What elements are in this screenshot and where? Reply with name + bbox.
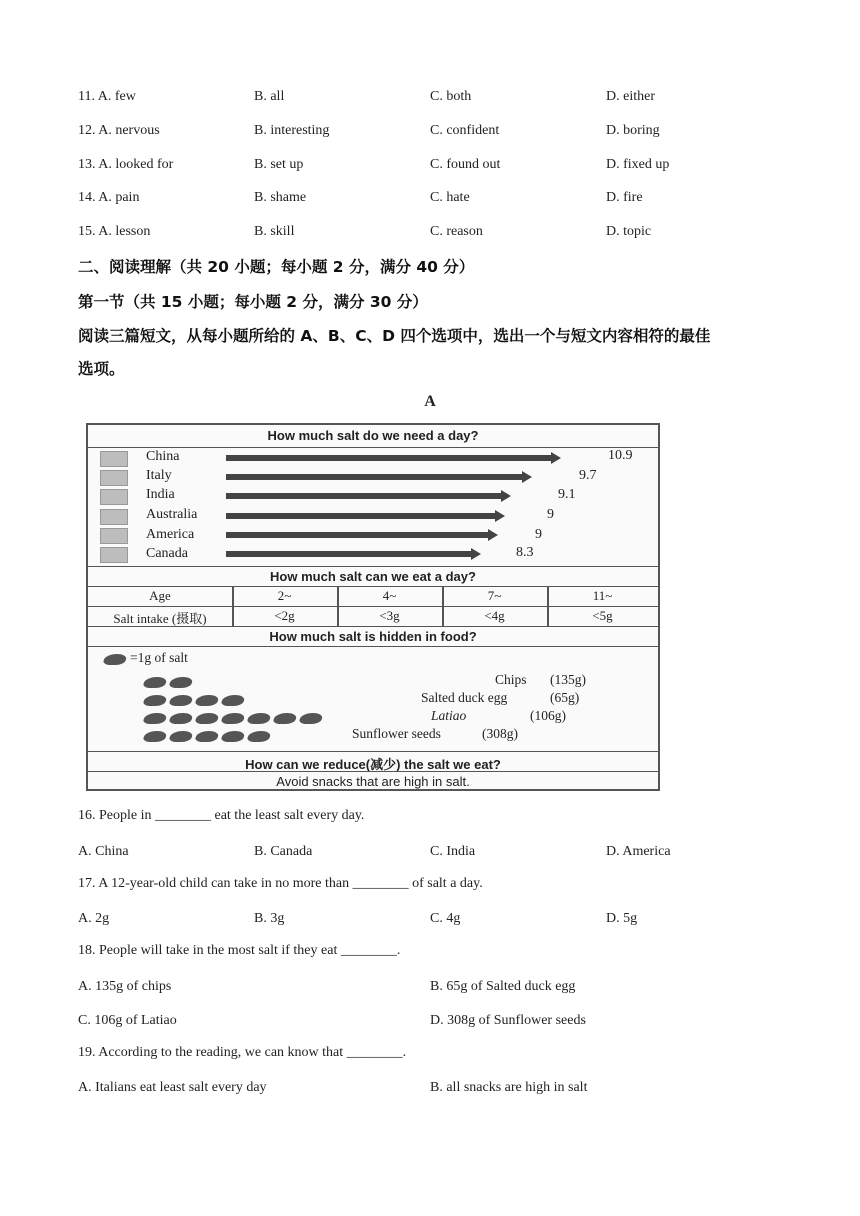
question-19: 19. According to the reading, we can know that ________. — [78, 1045, 407, 1060]
option-c: C. reason — [430, 224, 483, 239]
option-d: D. 308g of Sunflower seeds — [430, 1013, 586, 1028]
option-b: B. 3g — [254, 911, 285, 926]
option-d: D. topic — [606, 224, 652, 239]
salt-infographic — [86, 423, 660, 791]
value-india: 9.1 — [558, 487, 576, 502]
food-amount: (65g) — [550, 690, 580, 705]
age-cell: 11~ — [592, 588, 613, 603]
option-c: C. India — [430, 844, 476, 859]
section-title: 二、阅读理解（共 20 小题；每小题 2 分，满分 40 分） — [78, 258, 475, 276]
option-a: A. Italians eat least salt every day — [78, 1080, 267, 1095]
divider — [88, 425, 658, 772]
food-name: Sunflower seeds — [352, 726, 441, 741]
option-a: 14. A. pain — [78, 190, 140, 205]
value-america: 9 — [535, 527, 542, 542]
age-cell: 2~ — [277, 588, 292, 603]
option-a: A. 2g — [78, 911, 110, 926]
food-amount: (135g) — [550, 672, 586, 687]
option-a: 15. A. lesson — [78, 224, 151, 239]
option-d: D. fixed up — [606, 157, 670, 172]
hidden-title: How much salt is hidden in food? — [269, 629, 477, 644]
option-d: D. either — [606, 89, 655, 104]
country-australia: Australia — [146, 507, 198, 522]
country-china: China — [146, 449, 180, 464]
question-18: 18. People will take in the most salt if they eat ________. — [78, 943, 401, 958]
food-name: Latiao — [431, 708, 467, 723]
country-america: America — [146, 527, 195, 542]
section-instruction-cont: 选项。 — [78, 360, 125, 378]
reduce-tip: Avoid snacks that are high in salt. — [276, 774, 470, 789]
option-a: 11. A. few — [78, 89, 136, 104]
option-b: B. shame — [254, 190, 307, 205]
option-c: C. both — [430, 89, 472, 104]
value-canada: 8.3 — [516, 545, 534, 560]
country-italy: Italy — [146, 468, 172, 483]
option-c: C. found out — [430, 157, 501, 172]
option-b: B. all snacks are high in salt — [430, 1080, 588, 1095]
section-part-title: 第一节（共 15 小题；每小题 2 分，满分 30 分） — [78, 293, 428, 311]
option-a: A. 135g of chips — [78, 979, 172, 994]
food-amount: (308g) — [482, 726, 518, 741]
option-b: B. interesting — [254, 123, 330, 138]
country-india: India — [146, 487, 175, 502]
country-canada: Canada — [146, 546, 188, 561]
option-c: C. 106g of Latiao — [78, 1013, 177, 1028]
food-name: Chips — [495, 672, 527, 687]
value-china: 10.9 — [608, 448, 633, 463]
question-16: 16. People in ________ eat the least salt every day. — [78, 808, 365, 823]
option-d: D. boring — [606, 123, 660, 138]
reduce-title: How can we reduce(减少) the salt we eat? — [245, 757, 501, 772]
option-d: D. 5g — [606, 911, 638, 926]
age-label: Age — [149, 588, 171, 603]
need-title: How much salt do we need a day? — [267, 428, 479, 443]
option-c: C. 4g — [430, 911, 461, 926]
option-b: B. set up — [254, 157, 304, 172]
value-australia: 9 — [547, 507, 554, 522]
option-b: B. skill — [254, 224, 295, 239]
intake-label: Salt intake (摄取) — [113, 611, 207, 626]
intake-cell: <2g — [274, 608, 295, 623]
age-cell: 4~ — [382, 588, 397, 603]
question-17: 17. A 12-year-old child can take in no more than ________ of salt a day. — [78, 876, 483, 891]
option-a: 13. A. looked for — [78, 157, 174, 172]
option-a: 12. A. nervous — [78, 123, 160, 138]
option-c: C. hate — [430, 190, 470, 205]
intake-cell: <4g — [484, 608, 505, 623]
legend-text: =1g of salt — [130, 650, 188, 665]
age-cell: 7~ — [487, 588, 502, 603]
intake-cell: <5g — [592, 608, 613, 623]
option-b: B. 65g of Salted duck egg — [430, 979, 576, 994]
option-c: C. confident — [430, 123, 500, 138]
option-a: A. China — [78, 844, 129, 859]
option-d: D. fire — [606, 190, 643, 205]
food-name: Salted duck egg — [421, 690, 508, 705]
option-b: B. all — [254, 89, 285, 104]
value-italy: 9.7 — [579, 468, 597, 483]
passage-label: A — [424, 393, 436, 410]
option-b: B. Canada — [254, 844, 313, 859]
section-instruction: 阅读三篇短文，从每小题所给的 A、B、C、D 四个选项中，选出一个与短文内容相符的最佳 — [78, 327, 711, 345]
option-d: D. America — [606, 844, 671, 859]
eat-title: How much salt can we eat a day? — [270, 569, 476, 584]
food-amount: (106g) — [530, 708, 566, 723]
intake-cell: <3g — [379, 608, 400, 623]
